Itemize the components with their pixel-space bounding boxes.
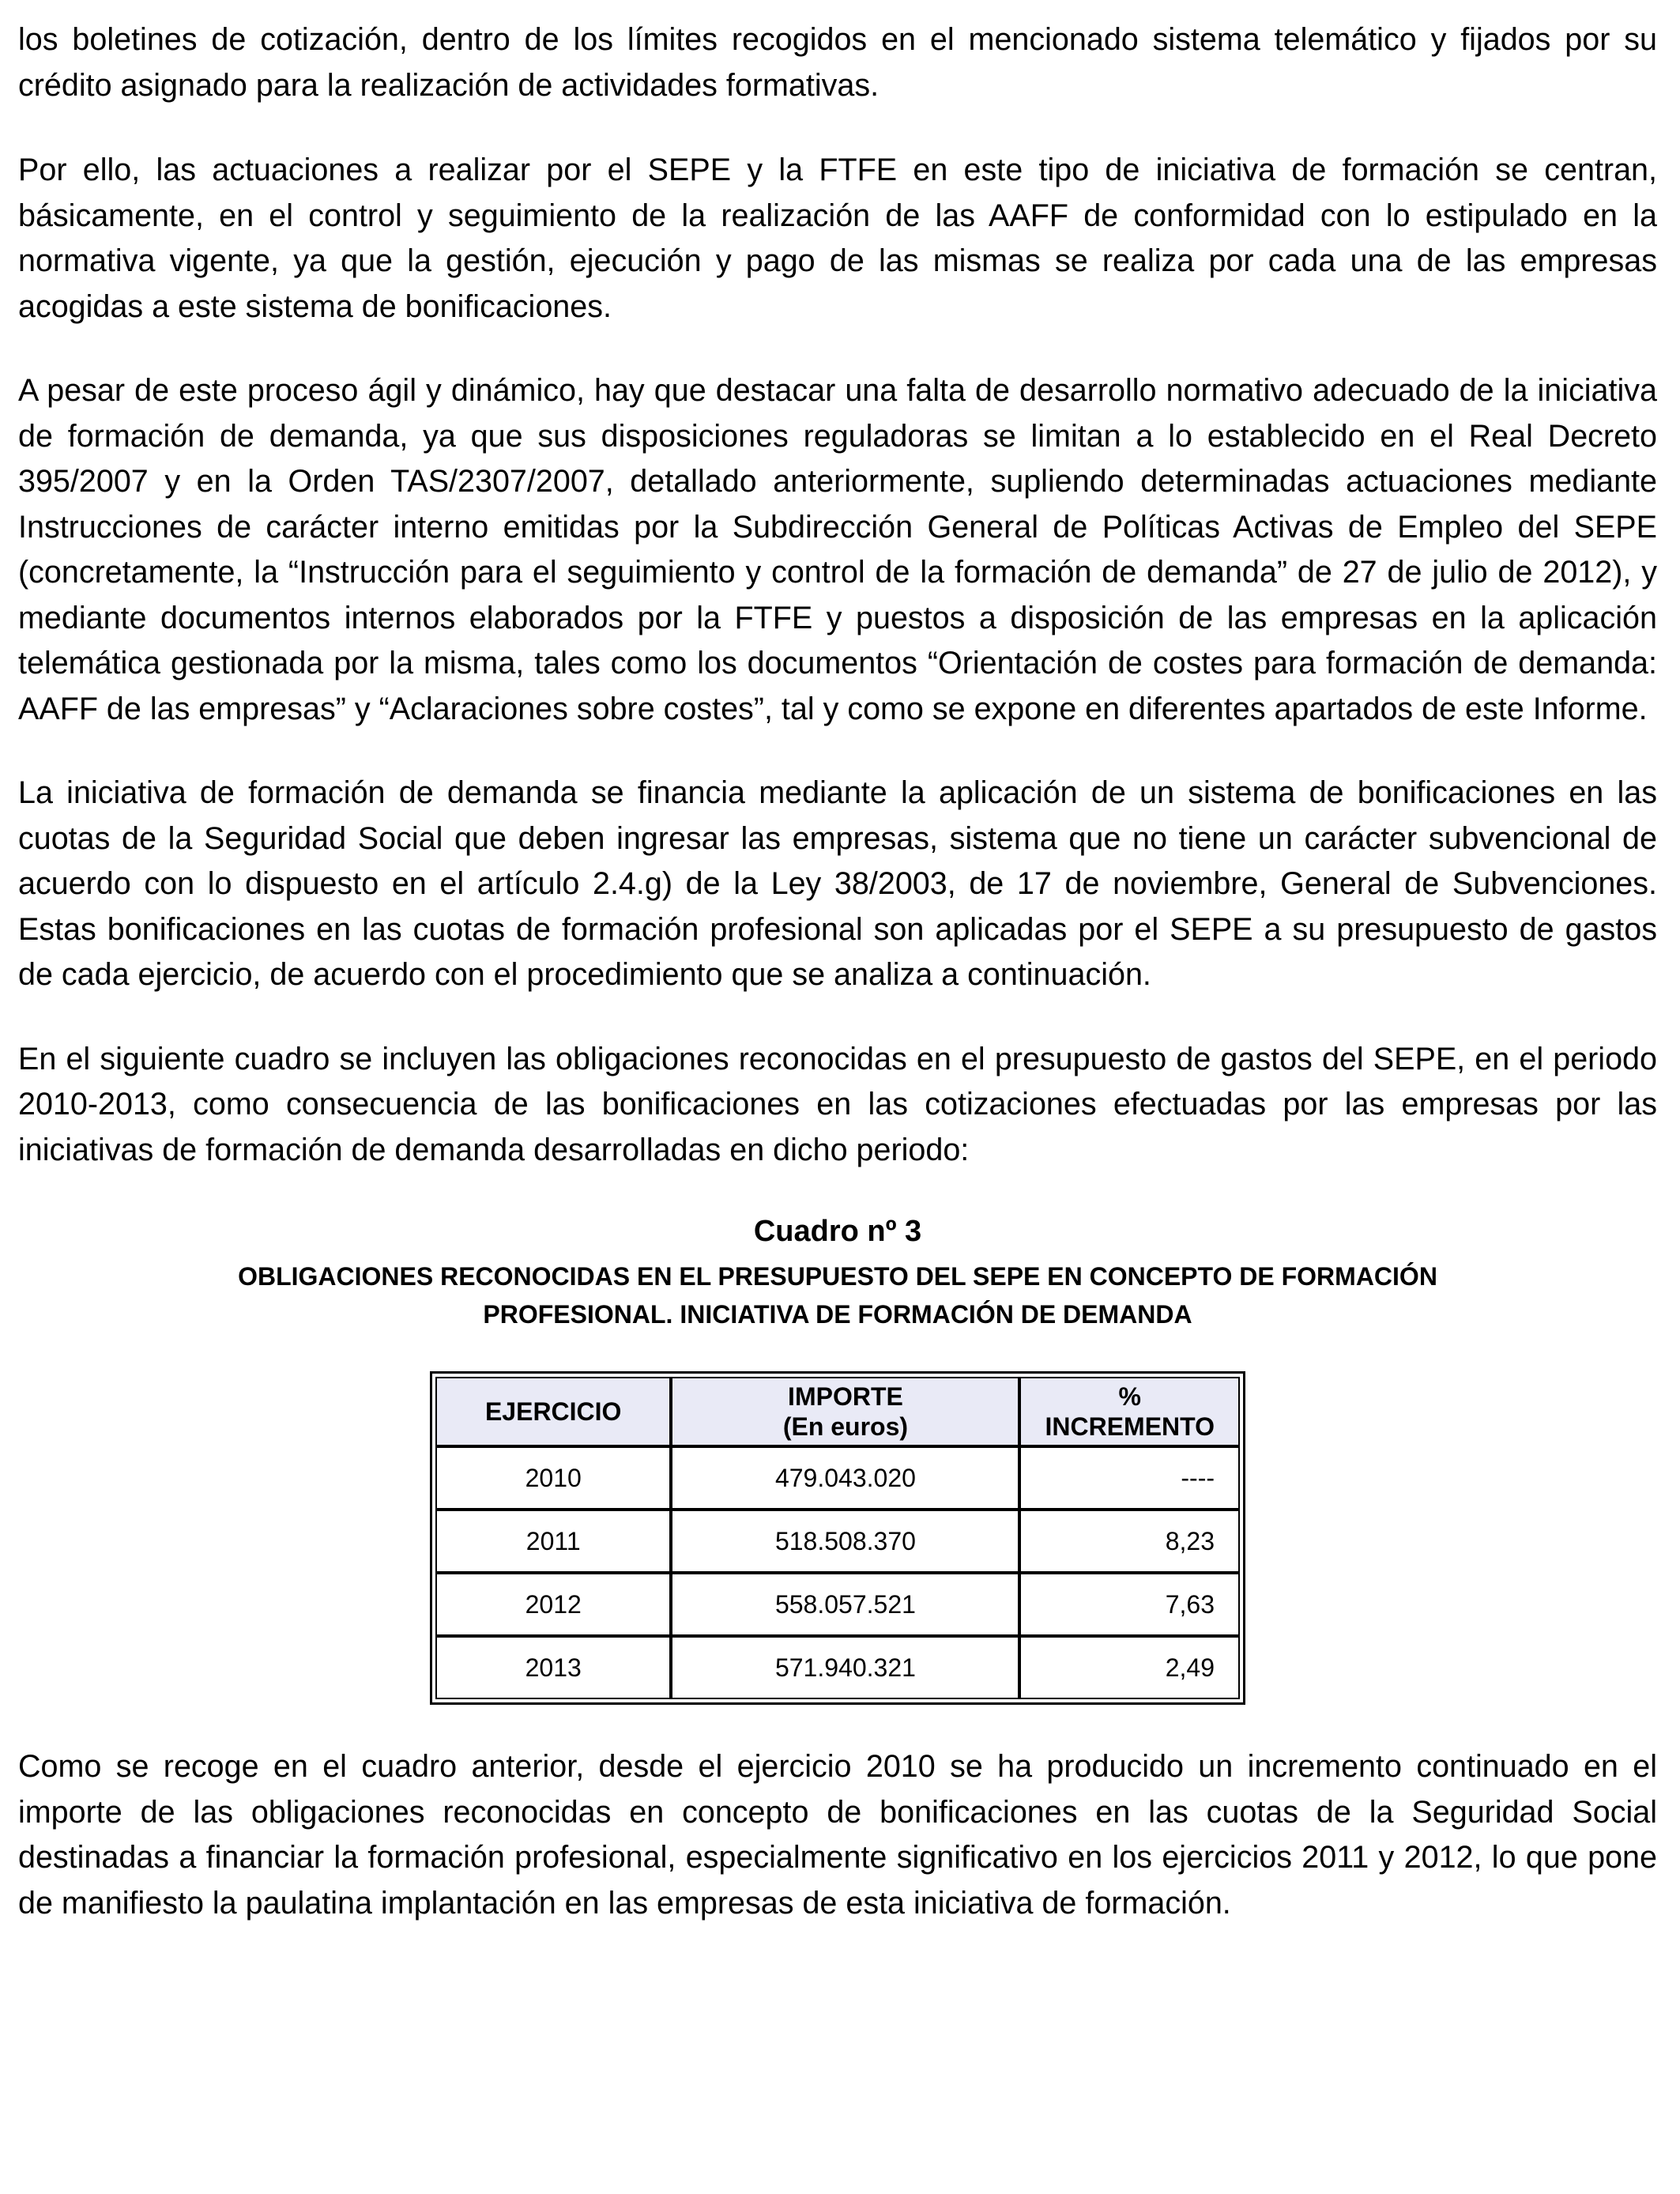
header-incremento bbox=[1019, 1377, 1240, 1446]
table-title-line-1: OBLIGACIONES RECONOCIDAS EN EL PRESUPUESTO DEL SEPE EN CONCEPTO DE FORMACIÓN bbox=[238, 1262, 1437, 1291]
cell-amount: 571.940.321 bbox=[671, 1636, 1019, 1699]
cell-increment: ---- bbox=[1019, 1446, 1240, 1510]
table-row bbox=[435, 1636, 1240, 1699]
header-incremento-line-2: INCREMENTO bbox=[1045, 1412, 1215, 1441]
table-title bbox=[103, 1257, 1573, 1333]
cell-year: 2011 bbox=[435, 1510, 671, 1573]
header-ejercicio: EJERCICIO bbox=[435, 1377, 671, 1446]
table-header-row bbox=[435, 1377, 1240, 1446]
cell-increment: 2,49 bbox=[1019, 1636, 1240, 1699]
table-caption: Cuadro nº 3 bbox=[753, 1215, 922, 1248]
paragraph-3: A pesar de este proceso ágil y dinámico, hay que destacar una falta de desarrollo normativo adecuado de la iniciativa de formación de demanda, ya que sus disposiciones reguladoras se limitan a lo establecido en el Real Decreto 395/2007 y en la Orden TAS/2307/2007, detallado anteriormente, supliendo determinadas actuaciones mediante Instrucciones de carácter interno emitidas por la Subdirección General de Políticas Activas de Empleo del SEPE (concretamente, la “Instrucción para el seguimiento y control de la formación de demanda” de 27 de julio de 2012), y mediante documentos internos elaborados por la FTFE y puestos a disposición de las empresas en la aplicación telemática gestionada por la misma, tales como los documentos “Orientación de costes para formación de demanda: AAFF de las empresas” y “Aclaraciones sobre costes”, tal y como se expone en diferentes apartados de este Informe. bbox=[18, 373, 1657, 726]
table-title-line-2: PROFESIONAL. INICIATIVA DE FORMACIÓN DE DEMANDA bbox=[483, 1300, 1192, 1329]
table-row bbox=[435, 1510, 1240, 1573]
paragraph-closing: Como se recoge en el cuadro anterior, desde el ejercicio 2010 se ha producido un incremento continuado en el importe de las obligaciones reconocidas en concepto de bonificaciones en las cuotas de la Seguridad Social destinadas a financiar la formación profesional, especialmente significativo en los ejercicios 2011 y 2012, lo que pone de manifiesto la paulatina implantación en las empresas de esta iniciativa de formación. bbox=[18, 1749, 1657, 1921]
document-page bbox=[18, 17, 1657, 1965]
cell-year: 2013 bbox=[435, 1636, 671, 1699]
paragraph-2: Por ello, las actuaciones a realizar por el SEPE y la FTFE en este tipo de iniciativa de formación se centran, básicamente, en el control y seguimiento de la realización de las AAFF de conformidad con lo estipulado en la normativa vigente, ya que la gestión, ejecución y pago de las mismas se realiza por cada una de las empresas acogidas a este sistema de bonificaciones. bbox=[18, 153, 1657, 324]
header-importe-line-2: (En euros) bbox=[782, 1412, 909, 1441]
paragraph-5: En el siguiente cuadro se incluyen las obligaciones reconocidas en el presupuesto de gastos del SEPE, en el periodo 2010-2013, como consecuencia de las bonificaciones en las cotizaciones efectuadas por las empresas por las iniciativas de formación de demanda desarrolladas en dicho periodo: bbox=[18, 1041, 1657, 1167]
table-row bbox=[435, 1446, 1240, 1510]
obligations-table bbox=[435, 1377, 1240, 1699]
cell-amount: 518.508.370 bbox=[671, 1510, 1019, 1573]
header-importe-line-1: IMPORTE bbox=[788, 1382, 903, 1411]
paragraph-4: La iniciativa de formación de demanda se financia mediante la aplicación de un sistema de bonificaciones en las cuotas de la Seguridad Social que deben ingresar las empresas, sistema que no tiene un carácter subvencional de acuerdo con lo dispuesto en el artículo 2.4.g) de la Ley 38/2003, de 17 de noviembre, General de Subvenciones. Estas bonificaciones en las cuotas de formación profesional son aplicadas por el SEPE a su presupuesto de gastos de cada ejercicio, de acuerdo con el procedimiento que se analiza a continuación. bbox=[18, 775, 1657, 992]
cell-increment: 8,23 bbox=[1019, 1510, 1240, 1573]
cell-amount: 558.057.521 bbox=[671, 1573, 1019, 1636]
header-incremento-line-1: % bbox=[1118, 1382, 1141, 1411]
cell-amount: 479.043.020 bbox=[671, 1446, 1019, 1510]
table-row bbox=[435, 1573, 1240, 1636]
paragraph-1: los boletines de cotización, dentro de los límites recogidos en el mencionado sistema telemático y fijados por su crédito asignado para la realización de actividades formativas. bbox=[18, 22, 1657, 103]
cell-year: 2010 bbox=[435, 1446, 671, 1510]
cell-year: 2012 bbox=[435, 1573, 671, 1636]
table-frame bbox=[430, 1371, 1245, 1705]
cell-increment: 7,63 bbox=[1019, 1573, 1240, 1636]
header-importe bbox=[671, 1377, 1019, 1446]
